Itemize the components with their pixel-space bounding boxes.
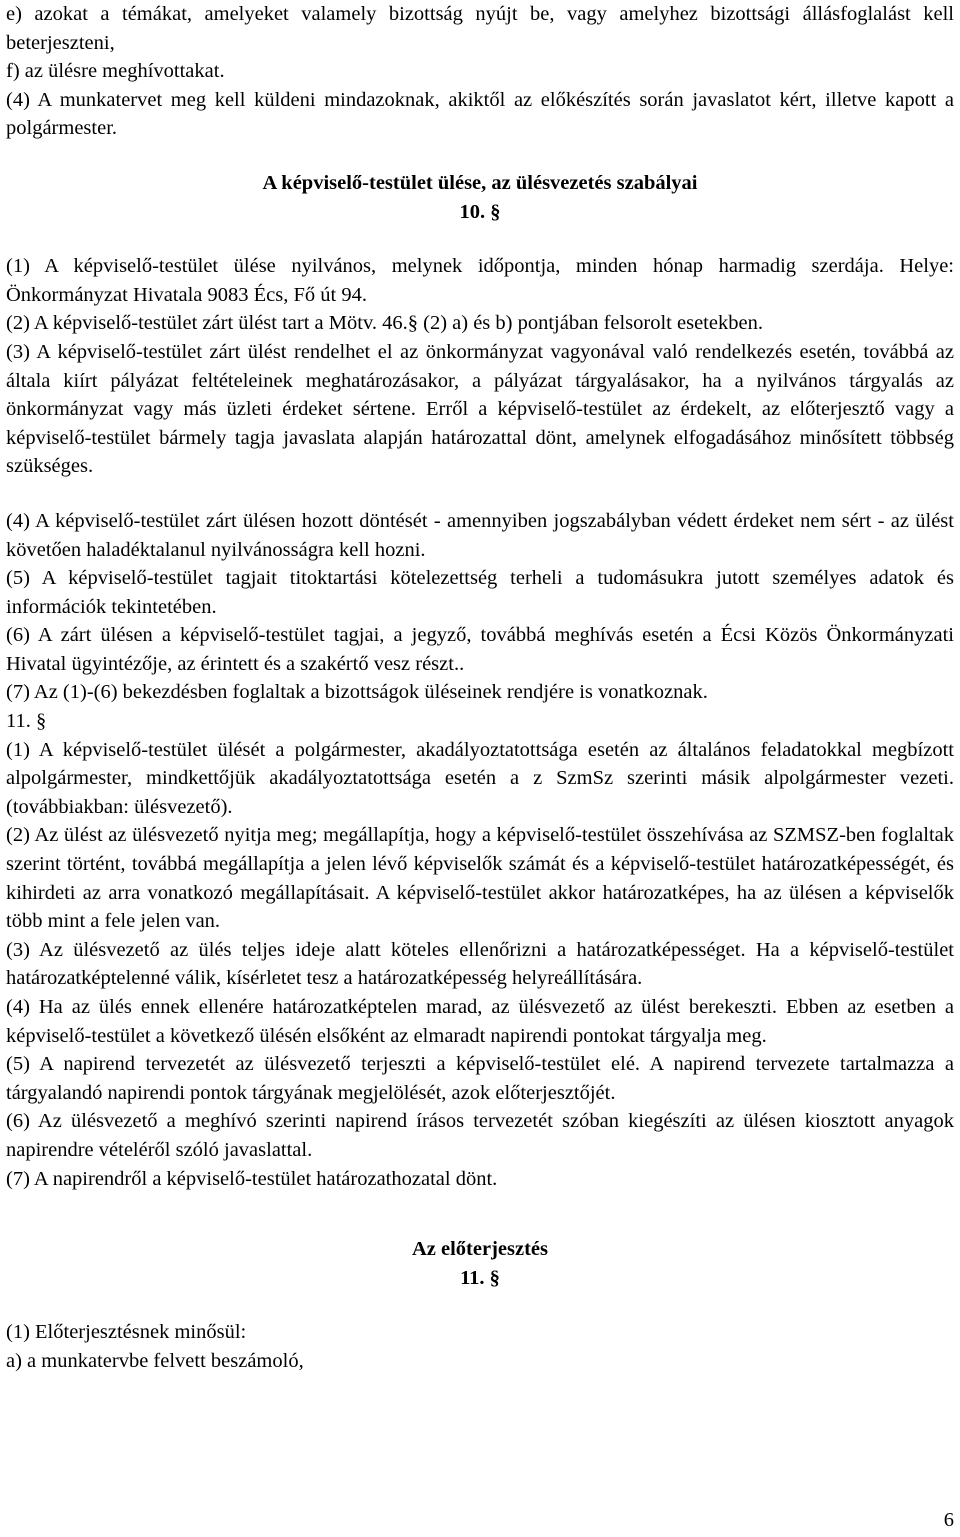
document-page [6,0,954,1376]
paragraph-11-6: (6) Az ülésvezető a meghívó szerinti napirend írásos tervezetét szóban kiegészíti az ülésen kiosztott anyagok napirendre vételéről szóló javaslattal. [6,1110,954,1161]
paragraph-10-3: (3) A képviselő-testület zárt ülést rendelhet el az önkormányzat vagyonával való rendelkezés esetén, továbbá az általa kiírt pályázat feltételeinek meghatározásakor, a pályázat tárgyalásakor, ha a nyilvános tárgyalás az önkormányzat vagy más üzleti érdeket sértene. Erről a képviselő-testület az érdekelt, az előterjesztő vagy a képviselő-testület bármely tagja javaslata alapján határozattal dönt, amelynek elfogadásához minősített többség szükséges. [6,340,954,478]
item-a: a) a munkatervbe felvett beszámoló, [6,1349,304,1372]
section-heading-proposal: Az előterjesztés [411,1238,548,1261]
paragraph-10-7: (7) Az (1)-(6) bekezdésben foglaltak a bizottságok üléseinek rendjére is vonatkoznak. [6,681,708,704]
section-number-11: 11. § [6,710,47,733]
paragraph-10-1: (1) A képviselő-testület ülése nyilvános, melynek időpontja, minden hónap harmadig szerdája. Helye: Önkormányzat Hivatala 9083 Écs, Fő út 94. [6,255,954,306]
section-heading: A képviselő-testület ülése, az ülésvezetés szabályai [262,171,698,194]
paragraph-11-4: (4) Ha az ülés ennek ellenére határozatképtelen marad, az ülésvezető az ülést berekeszti. Ebben az esetben a képviselő-testület a következő ülésén elsőként az elmaradt napirendi pontokat tárgyalja meg. [6,996,954,1047]
paragraph-4: (4) A munkatervet meg kell küldeni mindazoknak, akiktől az előkészítés során javaslatot kért, illetve kapott a polgármester. [6,88,954,140]
paragraph-11-3: (3) Az ülésvezető az ülés teljes ideje alatt köteles ellenőrizni a határozatképességet. Ha a képviselő-testület határozatképtelenné válik, kísérletet tesz a határozatképesség helyreállítására. [6,938,954,990]
paragraph-10-2: (2) A képviselő-testület zárt ülést tart a Mötv. 46.§ (2) a) és b) pontjában felsorolt esetekben. [6,312,763,335]
item-f: f) az ülésre meghívottakat. [6,60,225,83]
section-number-10: 10. § [459,200,501,223]
paragraph-10-6: (6) A zárt ülésen a képviselő-testület tagjai, a jegyző, továbbá meghívás esetén a Écsi Közös Önkormányzati Hivatal ügyintézője, az érintett és a szakértő vesz részt.. [6,624,954,675]
paragraph-11-7: (7) A napirendről a képviselő-testület határozathozatal dönt. [6,1167,498,1190]
paragraph-12-1: (1) Előterjesztésnek minősül: [6,1321,247,1344]
item-e: e) azokat a témákat, amelyeket valamely bizottság nyújt be, vagy amelyhez bizottsági állásfoglalást kell beterjeszteni, [6,3,954,54]
paragraph-11-2: (2) Az ülést az ülésvezető nyitja meg; megállapítja, hogy a képviselő-testület összehívása az SZMSZ-ben foglaltak szerint történt, továbbá megállapítja a jelen lévő képviselők számát és a képviselő-testület határozatképességét, és kihirdeti az arra vonatkozó megállapításait. A képviselő-testület akkor határozatképes, ha az ülésen a képviselők több mint a fele jelen van. [6,824,954,933]
page-number: 6 [943,1509,954,1532]
paragraph-10-5: (5) A képviselő-testület tagjait titoktartási kötelezettség terheli a tudomásukra jutott személyes adatok és információk tekintetében. [6,567,954,618]
section-number-11b: 11. § [460,1266,500,1289]
paragraph-10-4: (4) A képviselő-testület zárt ülésen hozott döntését - amennyiben jogszabályban védett érdeket nem sért - az ülést követően haladéktalanul nyilvánosságra kell hozni. [6,509,954,561]
paragraph-11-1: (1) A képviselő-testület ülését a polgármester, akadályoztatottsága esetén az általános feladatokkal megbízott alpolgármester, mindkettőjük akadályoztatottsága esetén a z SzmSz szerinti másik alpolgármester vezeti. (továbbiakban: ülésvezető). [6,738,954,818]
paragraph-11-5: (5) A napirend tervezetét az ülésvezető terjeszti a képviselő-testület elé. A napirend tervezete tartalmazza a tárgyalandó napirendi pontok tárgyának megjelölését, azok előterjesztőjét. [6,1053,954,1104]
